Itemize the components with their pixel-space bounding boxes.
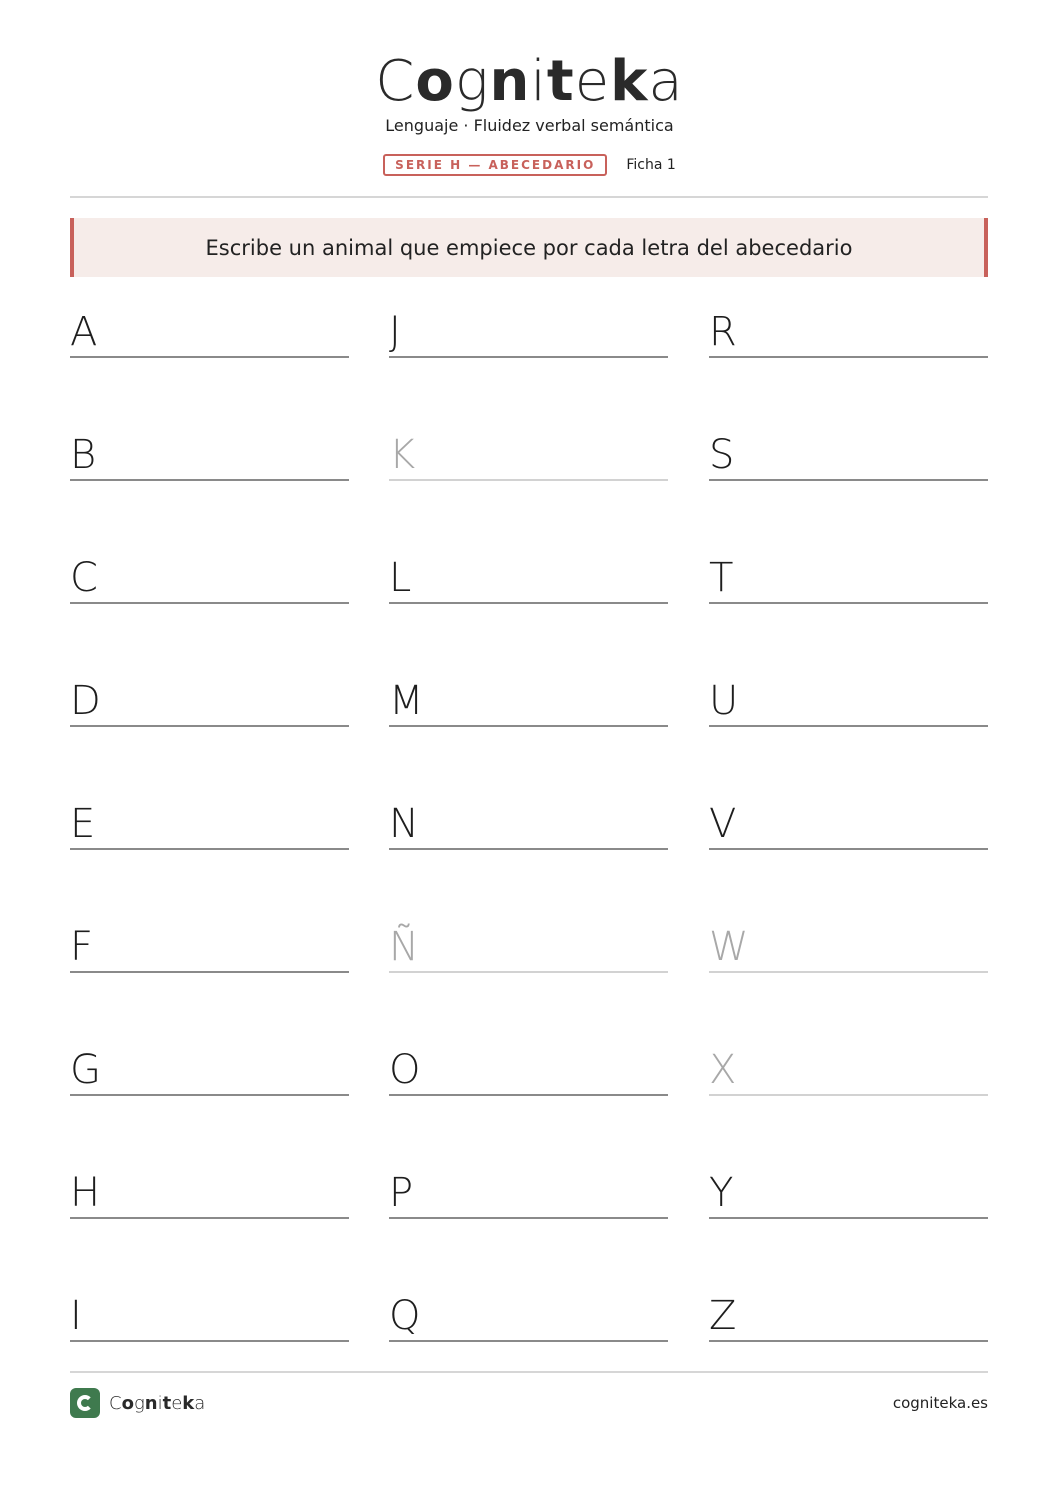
letter-label: M [389,678,424,724]
letter-answer-row [709,546,988,604]
brand-letter: a [648,49,684,114]
brand-letter: n [489,49,531,114]
letter-answer-row [389,423,668,481]
answer-line[interactable] [389,602,668,604]
letter-answer-row [709,423,988,481]
letter-answer-row [389,1284,668,1342]
answer-line[interactable] [70,848,349,850]
letter-label: Ñ [389,924,419,970]
letter-answer-row [389,546,668,604]
letter-answer-row [709,1038,988,1096]
letter-answer-row [389,1038,668,1096]
answer-line[interactable] [389,725,668,727]
answer-line[interactable] [70,602,349,604]
letter-answer-row [709,669,988,727]
brand-letter: g [454,49,490,114]
letter-label: T [709,555,734,601]
brand-letter: k [182,1392,195,1414]
answer-line[interactable] [389,1217,668,1219]
letter-answer-row [70,915,349,973]
letter-answer-row [709,915,988,973]
brand-letter: C [109,1392,122,1414]
letter-answer-row [389,669,668,727]
cogniteka-logo-icon [70,1388,100,1418]
answer-line[interactable] [70,1094,349,1096]
letter-label: Y [709,1170,734,1216]
answer-line[interactable] [709,1094,988,1096]
letter-label: O [389,1047,421,1093]
letter-label: E [70,801,96,847]
letter-label: V [709,801,737,847]
answer-line[interactable] [709,848,988,850]
answer-line[interactable] [389,848,668,850]
answer-line[interactable] [389,1094,668,1096]
brand-letter: n [144,1392,158,1414]
letter-answer-row [389,792,668,850]
answer-line[interactable] [70,725,349,727]
footer-url: cogniteka.es [892,1394,988,1412]
letter-label: A [70,309,98,355]
brand-letter: e [171,1392,183,1414]
answer-line[interactable] [709,725,988,727]
letter-answer-row [70,1161,349,1219]
letter-answer-row [70,1038,349,1096]
answer-line[interactable] [389,356,668,358]
letter-label: Q [389,1293,421,1339]
serie-row [0,154,1059,176]
ficha-label: Ficha 1 [626,157,676,173]
letter-label: X [709,1047,737,1093]
letter-label: F [70,924,94,970]
brand-letter: i [157,1392,163,1414]
answer-line[interactable] [709,356,988,358]
letter-answer-row [709,1284,988,1342]
letter-answer-row [70,546,349,604]
letter-label: W [709,924,749,970]
answer-line[interactable] [389,479,668,481]
brand-letter: a [194,1392,206,1414]
letter-answer-row [709,792,988,850]
answer-line[interactable] [389,971,668,973]
answer-line[interactable] [709,1217,988,1219]
letter-answer-row [70,1284,349,1342]
letter-answer-row [70,792,349,850]
letter-label: G [70,1047,101,1093]
answer-line[interactable] [389,1340,668,1342]
answer-line[interactable] [709,1340,988,1342]
letter-label: J [389,309,401,355]
letter-answer-row [709,300,988,358]
letter-answer-row [389,300,668,358]
letter-label: P [389,1170,414,1216]
letter-label: S [709,432,735,478]
answer-line[interactable] [70,971,349,973]
letter-label: R [709,309,737,355]
letter-label: K [389,432,416,478]
letter-answer-row [70,300,349,358]
letter-label: L [389,555,412,601]
letter-label: N [389,801,419,847]
answer-line[interactable] [709,602,988,604]
letter-label: U [709,678,739,724]
instruction-text: Escribe un animal que empiece por cada letra del abecedario [205,235,853,260]
letter-answer-row [389,915,668,973]
footer-brand-name [109,1393,205,1414]
alphabet-grid [70,300,988,1350]
letter-answer-row [709,1161,988,1219]
brand-letter: o [121,1392,134,1414]
letter-label: D [70,678,101,724]
letter-answer-row [70,423,349,481]
serie-badge: SERIE H — ABECEDARIO [383,154,607,176]
brand-letter: t [162,1392,172,1414]
brand-title [0,50,1059,114]
brand-letter: i [530,49,547,114]
answer-line[interactable] [709,479,988,481]
letter-answer-row [389,1161,668,1219]
footer-logo [70,1388,205,1418]
answer-line[interactable] [70,356,349,358]
letter-label: B [70,432,97,478]
letter-answer-row [70,669,349,727]
letter-label: H [70,1170,101,1216]
answer-line[interactable] [70,479,349,481]
answer-line[interactable] [709,971,988,973]
instruction-banner [70,218,988,277]
brand-letter: t [546,49,575,114]
top-divider [70,196,988,198]
bottom-divider [70,1371,988,1373]
answer-line[interactable] [70,1217,349,1219]
letter-label: Z [709,1293,737,1339]
brand-letter: C [375,49,416,114]
subtitle: Lenguaje · Fluidez verbal semántica [385,116,674,135]
brand-letter: e [574,49,611,114]
letter-label: C [70,555,98,601]
brand-letter: g [133,1392,145,1414]
letter-label: I [70,1293,82,1339]
brand-letter: k [610,49,649,114]
answer-line[interactable] [70,1340,349,1342]
brand-letter: o [415,49,455,114]
